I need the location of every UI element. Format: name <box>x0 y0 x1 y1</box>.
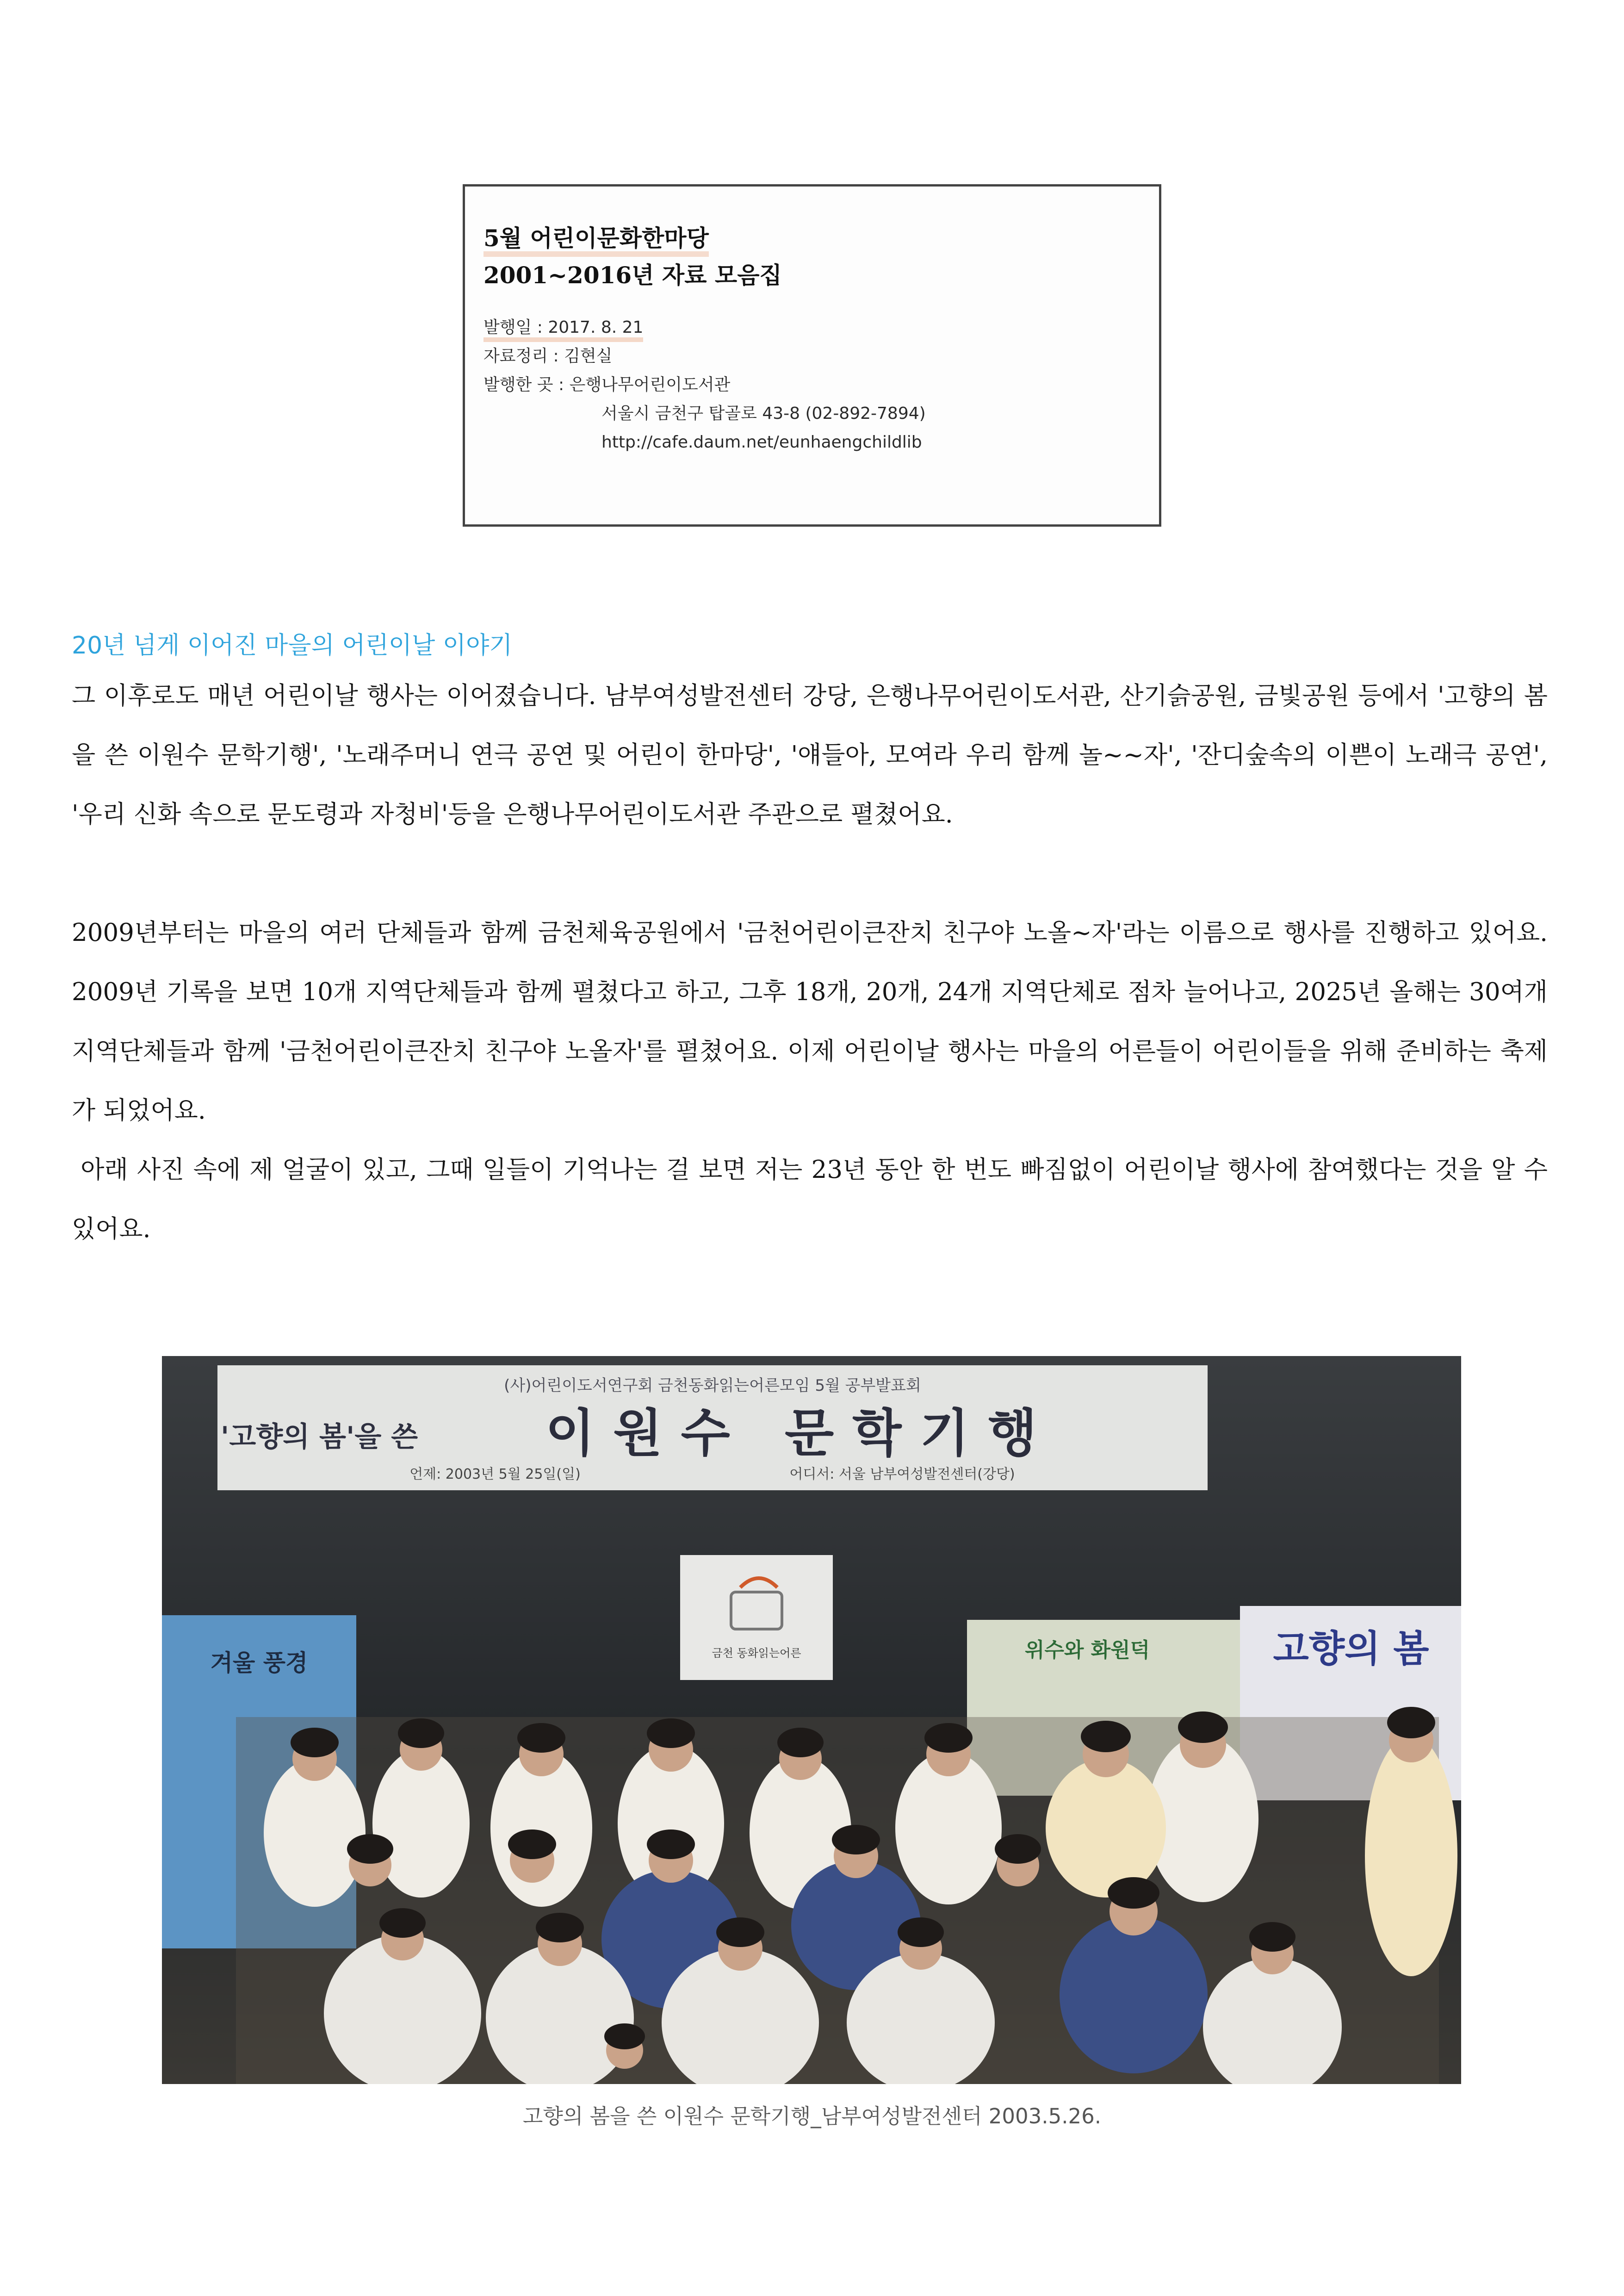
group-photo <box>162 1356 1461 2084</box>
book-subtitle: 2001~2016년 자료 모음집 <box>483 261 782 289</box>
group-photo-drawing <box>162 1356 1461 2084</box>
section-heading: 20년 넘게 이어진 마을의 어린이날 이야기 <box>72 632 513 660</box>
cafe-url: http://cafe.daum.net/eunhaengchildlib <box>601 433 922 452</box>
address: 서울시 금천구 탑골로 43-8 (02-892-7894) <box>601 404 926 423</box>
group-flag <box>680 1555 833 1680</box>
banner-title: 이원수 문학기행 <box>545 1404 1056 1463</box>
book-meta <box>483 313 1159 457</box>
paragraph-2: 2009년부터는 마을의 여러 단체들과 함께 금천체육공원에서 '금천어린이큰잔치 친구야 노올~자'라는 이름으로 행사를 진행하고 있어요. 2009년 기록을 보면 10개 지역단체들과 함께 펼쳤다고 하고, 그후 18개, 20개, 24개 지역단체로 점차 늘어나고, 2025년 올해는 30여개 지역단체들과 함께 '금천어린이큰잔치 친구야 노올자'를 펼쳤어요. 이제 어린이날 행사는 마을의 어른들이 어린이들을 위해 준비하는 축제가 되었어요. <box>72 919 1548 1125</box>
event-banner <box>217 1365 1208 1490</box>
board-left-text: 겨울 풍경 <box>210 1649 308 1676</box>
publish-date: 발행일 : 2017. 8. 21 <box>483 313 643 342</box>
compiler: 자료정리 : 김현실 <box>483 347 613 366</box>
photo-caption: 고향의 봄을 쓴 이원수 문학기행_남부여성발전센터 2003.5.26. <box>522 2104 1102 2128</box>
banner-place: 어디서: 서울 남부여성발전센터(강당) <box>789 1466 1015 1482</box>
banner-subtitle: '고향의 봄'을 쓴 <box>220 1421 418 1453</box>
flag-text: 금천 동화읽는어른 <box>712 1647 801 1660</box>
paragraph-3: 아래 사진 속에 제 얼굴이 있고, 그때 일들이 기억나는 걸 보면 저는 23년 동안 한 번도 빠짐없이 어린이날 행사에 참여했다는 것을 알 수 있어요. <box>72 1156 1556 1243</box>
book-info-box <box>463 184 1161 527</box>
people-group <box>236 1707 1457 2084</box>
banner-date: 언제: 2003년 5월 25일(일) <box>409 1466 581 1482</box>
banner-top-text: (사)어린이도서연구회 금천동화읽는어른모임 5월 공부발표회 <box>504 1376 921 1395</box>
paragraph-1: 그 이후로도 매년 어린이날 행사는 이어졌습니다. 남부여성발전센터 강당, 은행나무어린이도서관, 산기슭공원, 금빛공원 등에서 '고향의 봄을 쓴 이원수 문학기행', '노래주머니 연극 공연 및 어린이 한마당', '얘들아, 모여라 우리 함께 놀~~자', '잔디숲속의 이쁜이 노래극 공연', '우리 신화 속으로 문도령과 자청비'등을 은행나무어린이도서관 주관으로 펼쳤어요. <box>72 682 1548 828</box>
publisher: 발행한 곳 : 은행나무어린이도서관 <box>483 375 731 394</box>
board-right-text: 고향의 봄 <box>1273 1627 1429 1670</box>
book-title: 5월 어린이문화한마당 <box>483 220 709 257</box>
board-middle-text: 위수와 화원덕 <box>1024 1638 1150 1662</box>
